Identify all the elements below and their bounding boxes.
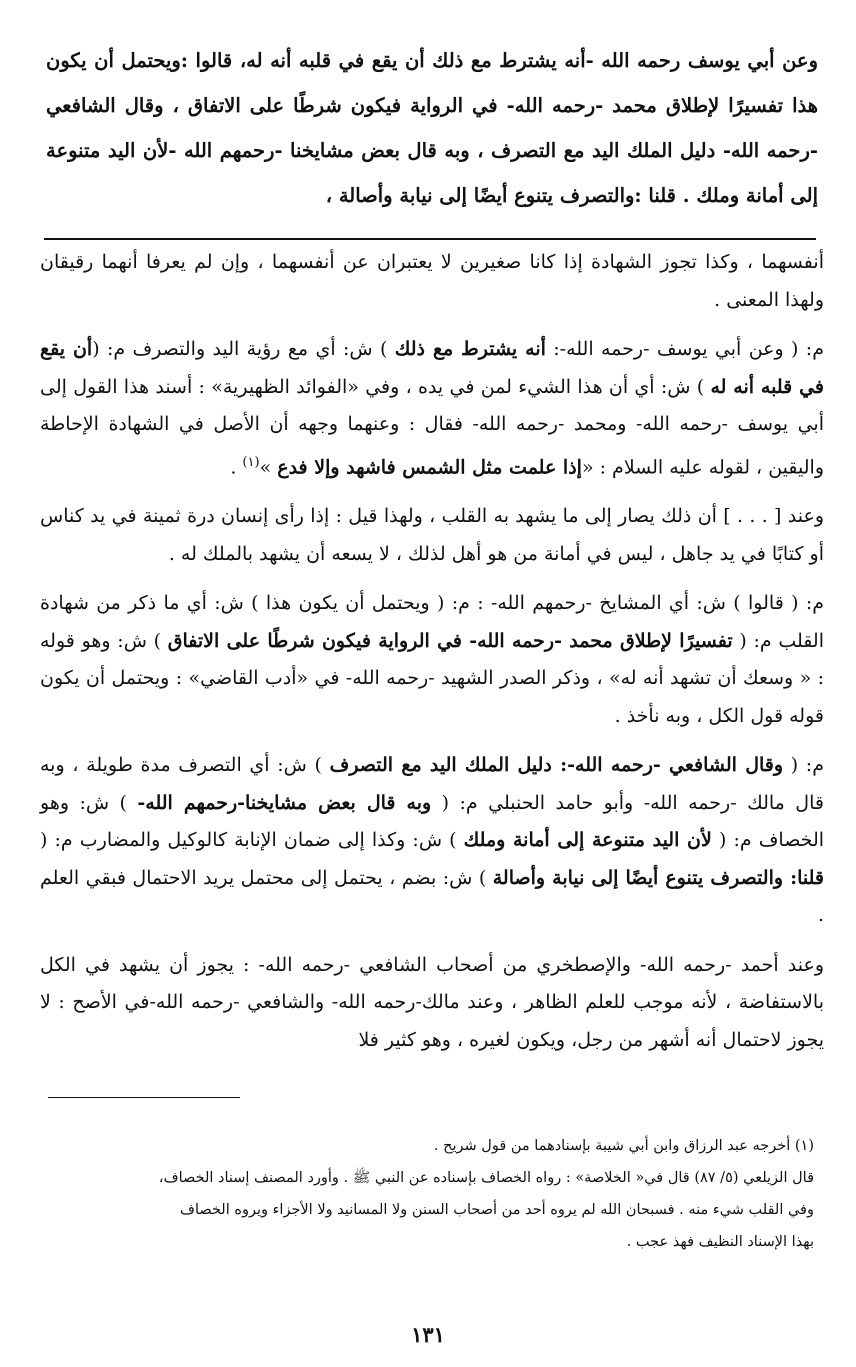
commentary-paragraph: أنفسهما ، وكذا تجوز الشهادة إذا كانا صغيرين لا يعتبران عن أنفسهما ، وإن لم يعرفا أنهما رقيقان ولهذا المعنى .	[40, 251, 824, 311]
footnote-line: (١) أخرجه عبد الرزاق وابن أبي شيبة بإسنادهما من قول شريح .	[433, 1138, 814, 1154]
footnote-line: قال الزيلعي (٥/ ٨٧) قال في« الخلاصة» : رواه الخصاف بإسناده عن النبي ﷺ . وأورد المصنف إسناد الخصاف،	[158, 1170, 814, 1186]
section-divider	[44, 238, 816, 240]
page-number: ١٣١	[411, 1322, 445, 1347]
footnote-line: وفي القلب شيء منه . فسبحان الله لم يروه أحد من أصحاب السنن ولا المسانيد ولا الأجزاء ويروه الخصاف	[179, 1202, 814, 1218]
footnote-marker: (١)	[242, 454, 260, 470]
commentary-paragraph: م: ( وعن أبي يوسف -رحمه الله-: أنه يشترط مع ذلك ) ش: أي مع رؤية اليد والتصرف م: (أن يقع في قلبه أنه له ) ش: أي أن هذا الشيء لمن في يده ، وفي «الفوائد الظهيرية» : أسند هذا القول إلى أبي يوسف -رحمه الله- ومحمد -رحمه الله- فقال : وعنهما وجهه أن الأصل في الشهادة الإحاطة واليقين ، لقوله عليه السلام : «إذا علمت مثل الشمس فاشهد وإلا فدع »$^{(١)}$ .	[40, 338, 824, 478]
footnotes	[44, 1130, 814, 1258]
main-text-matn: وعن أبي يوسف رحمه الله -أنه يشترط مع ذلك أن يقع في قلبه أنه له، قالوا :ويحتمل أن يكون هذا تفسيرًا لإطلاق محمد -رحمه الله- في الرواية فيكون شرطًا على الاتفاق ، وقال الشافعي -رحمه الله- دليل الملك اليد مع التصرف ، وبه قال بعض مشايخنا -رحمهم الله -لأن اليد متنوعة إلى أمانة وملك . قلنا :والتصرف يتنوع أيضًا إلى نيابة وأصالة ،	[46, 49, 818, 207]
commentary-paragraph: م: ( قالوا ) ش: أي المشايخ -رحمهم الله- : م: ( ويحتمل أن يكون هذا ) ش: أي ما ذكر من شهادة القلب م: ( تفسيرًا لإطلاق محمد -رحمه الله- في الرواية فيكون شرطًا على الاتفاق ) ش: وهو قوله : « وسعك أن تشهد أنه له» ، وذكر الصدر الشهيد -رحمه الله- في «أدب القاضي» : ويحتمل أن يكون قوله قول الكل ، وبه نأخذ .	[40, 592, 824, 727]
footnote-divider	[48, 1097, 240, 1098]
commentary-paragraph: م: ( وقال الشافعي -رحمه الله-: دليل الملك اليد مع التصرف ) ش: أي التصرف مدة طويلة ، وبه قال مالك -رحمه الله- وأبو حامد الحنبلي م: ( وبه قال بعض مشايخنا-رحمهم الله- ) ش: وهو الخصاف م: ( لأن اليد متنوعة إلى أمانة وملك ) ش: وكذا إلى ضمان الإنابة كالوكيل والمضارب م: ( قلنا: والتصرف يتنوع أيضًا إلى نيابة وأصالة ) ش: بضم ، يحتمل إلى محتمل يريد الاحتمال فبقي العلم .	[40, 754, 825, 927]
footnote-line: بهذا الإسناد النظيف فهذ عجب .	[626, 1234, 814, 1250]
commentary-text	[40, 244, 824, 1071]
commentary-paragraph: وعند أحمد -رحمه الله- والإصطخري من أصحاب الشافعي -رحمه الله- : يجوز أن يشهد في الكل بالاستفاضة ، لأنه موجب للعلم الظاهر ، وعند مالك-رحمه الله- والشافعي -رحمه الله-في الأصح : لا يجوز لاحتمال أنه أشهر من رجل، ويكون لغيره ، وهو كثير فلا	[40, 953, 824, 1051]
commentary-paragraph: وعند [ . . . ] أن ذلك يصار إلى ما يشهد به القلب ، ولهذا قيل : إذا رأى إنسان درة ثمينة في يد كناس أو كتابًا في يد جاهل ، ليس في أمانة من هو أهل لذلك ، لا يسعه أن يشهد بالملك له .	[40, 505, 824, 565]
